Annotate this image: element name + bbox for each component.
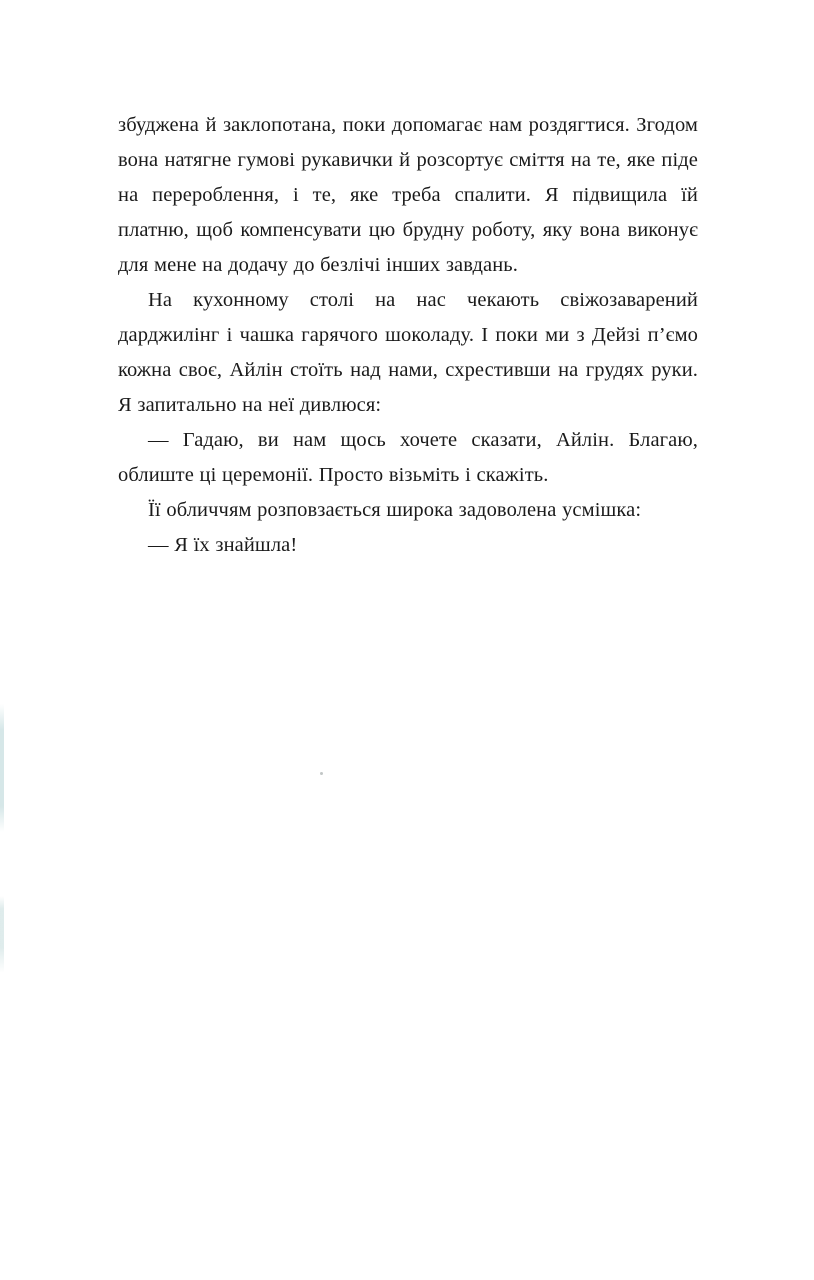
body-text-block [118,108,698,563]
paragraph: — Гадаю, ви нам щось хочете сказати, Айлін. Благаю, облиште ці церемонії. Просто візьміть і скажіть. [118,429,698,486]
paragraph: — Я їх знайшла! [148,534,298,556]
paragraph: збуджена й заклопотана, поки допомагає нам роздягтися. Згодом вона натягне гумові рукавички й розсортує сміття на те, яке піде на перероблення, і те, яке треба спалити. Я підвищила їй платню, щоб компенсувати цю брудну роботу, яку вона виконує для мене на додачу до безлічі інших завдань. [118,114,698,276]
paragraph: Її обличчям розповзається широка задоволена усмішка: [148,499,642,521]
paragraph: На кухонному столі на нас чекають свіжозаварений дарджилінг і чашка гарячого шоколаду. І поки ми з Дейзі п’ємо кожна своє, Айлін стоїть над нами, схрестивши на грудях руки. Я запитально на неї дивлюся: [118,289,698,416]
page-speck [320,772,323,775]
scan-edge-artifact [0,0,4,1280]
